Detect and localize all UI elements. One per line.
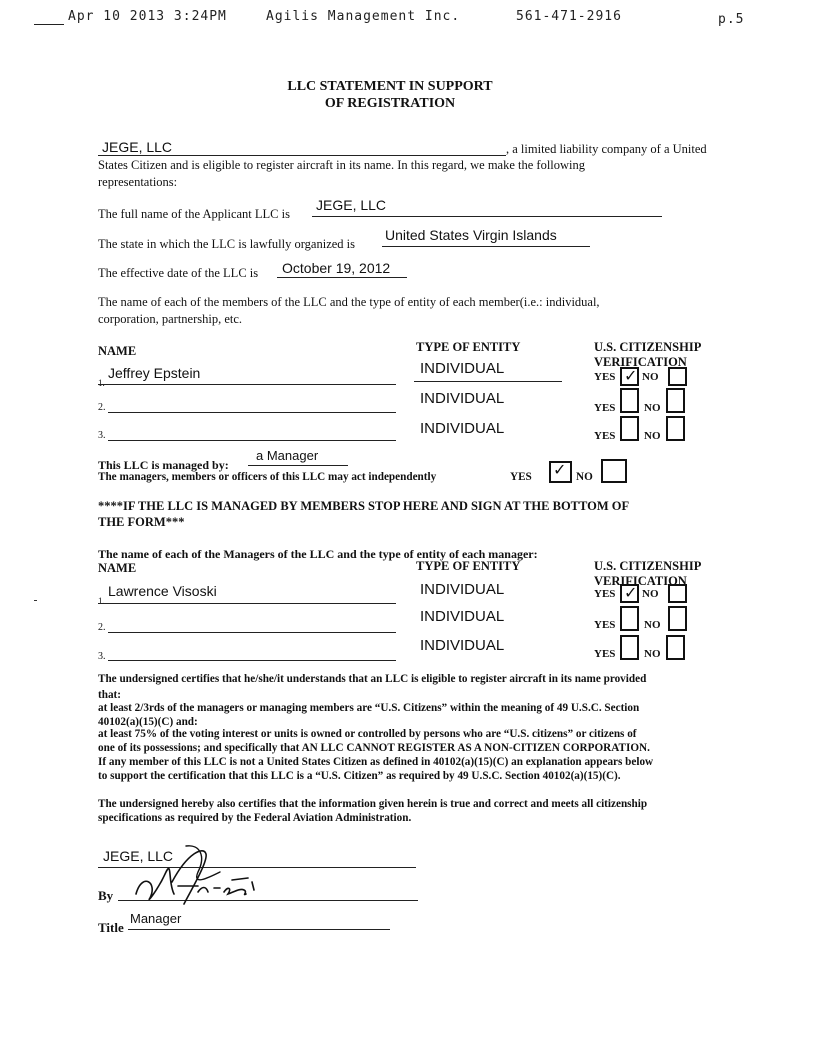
cert-p2-line1: at least 2/3rds of the managers or managing members are “U.S. Citizens” within the meaning of 49 U.S.C. Section (98, 702, 640, 714)
members-header-name: NAME (98, 344, 137, 358)
header-dash (34, 24, 64, 25)
managed-label: This LLC is managed by: (98, 458, 229, 472)
state-value: United States Virgin Islands (385, 227, 557, 243)
members-header-entity: TYPE OF ENTITY (416, 340, 521, 354)
signature-title-line (128, 929, 390, 930)
cert-p2-line2: 40102(a)(15)(C) and: (98, 716, 198, 728)
fax-company: Agilis Management Inc. (266, 9, 461, 24)
intro-text3: representations: (98, 175, 178, 189)
member-row-line (98, 384, 396, 385)
signature-title-label: Title (98, 920, 124, 935)
manager-row-name: Lawrence Visoski (108, 583, 217, 599)
members-header-citizenship: U.S. CITIZENSHIP (594, 340, 702, 354)
scan-speck (34, 600, 37, 601)
handwritten-signature (128, 842, 278, 912)
title-line2: OF REGISTRATION (324, 96, 456, 111)
manager-no-checkbox[interactable] (668, 584, 687, 603)
manager-no-checkbox[interactable] (666, 635, 685, 660)
intro-text2: States Citizen and is eligible to register aircraft in its name. In this regard, we make the following (98, 158, 586, 172)
member-no-checkbox[interactable] (668, 367, 687, 386)
member-row-num: 3. (98, 430, 106, 441)
full-name-value: JEGE, LLC (316, 197, 387, 213)
cert-p1-line1: The undersigned certifies that he/she/it understands that an LLC is eligible to register aircraft in its name provided (98, 673, 647, 685)
date-label: The effective date of the LLC is (98, 266, 259, 280)
intro-llc-line (98, 155, 506, 156)
manager-no-label: NO (642, 588, 659, 600)
date-line (277, 277, 407, 278)
full-name-label: The full name of the Applicant LLC is (98, 207, 290, 221)
intro-text1: , a limited liability company of a United (506, 142, 707, 156)
member-row-num: 2. (98, 402, 106, 413)
state-label: The state in which the LLC is lawfully organized is (98, 237, 356, 251)
managers-header-citizenship: U.S. CITIZENSHIP (594, 559, 702, 573)
member-row-line (108, 412, 396, 413)
member-no-label: NO (644, 402, 661, 414)
member-yes-label: YES (594, 371, 616, 383)
member-row-entity: INDIVIDUAL (420, 390, 505, 407)
manager-row-num: 2. (98, 622, 106, 633)
managers-header-entity: TYPE OF ENTITY (416, 559, 521, 573)
member-yes-checkbox[interactable] (620, 388, 639, 413)
manager-row-num: 1. (98, 596, 105, 606)
manager-row-line (108, 632, 396, 633)
manager-yes-label: YES (594, 588, 616, 600)
cert-p3-line3: If any member of this LLC is not a United States Citizen as defined in 40102(a)(15)(C) an explanation appears below (98, 756, 654, 768)
manager-no-label: NO (644, 619, 661, 631)
independent-yes-label: YES (510, 471, 532, 483)
fax-date: Apr 10 2013 3:24PM (68, 9, 227, 24)
independent-no-label: NO (576, 471, 593, 483)
stop-notice-line2: THE FORM*** (98, 515, 185, 529)
member-yes-checkbox[interactable] (620, 416, 639, 441)
manager-yes-checkbox[interactable] (620, 584, 639, 603)
cert-p3-line2: one of its possessions; and specifically that AN LLC CANNOT REGISTER AS A NON-CITIZEN CORPORATION. (98, 742, 650, 754)
members-text1: The name of each of the members of the LLC and the type of entity of each member(i.e.: individual, (98, 295, 600, 309)
member-entity-line (414, 381, 562, 382)
member-no-checkbox[interactable] (666, 388, 685, 413)
cert-p4-line1: The undersigned hereby also certifies that the information given herein is true and correct and meets all citizenship (98, 798, 648, 810)
manager-row-line (108, 660, 396, 661)
cert-p1-line2: that: (98, 689, 121, 701)
members-header-verification: VERIFICATION (594, 355, 687, 369)
member-row-entity: INDIVIDUAL (420, 360, 505, 377)
manager-yes-checkbox[interactable] (620, 606, 639, 631)
member-no-label: NO (644, 430, 661, 442)
manager-no-label: NO (644, 648, 661, 660)
fax-phone: 561-471-2916 (516, 9, 622, 24)
managed-value: a Manager (256, 448, 319, 463)
managers-intro: The name of each of the Managers of the LLC and the type of entity of each manager: (98, 547, 538, 561)
independent-text: The managers, members or officers of this LLC may act independently (98, 471, 437, 483)
member-no-checkbox[interactable] (666, 416, 685, 441)
cert-p4-line2: specifications as required by the Federal Aviation Administration. (98, 812, 412, 824)
member-yes-label: YES (594, 430, 616, 442)
member-row-name: Jeffrey Epstein (108, 365, 201, 381)
intro-llc-name: JEGE, LLC (102, 139, 173, 155)
manager-row-num: 3. (98, 651, 106, 662)
member-row-entity: INDIVIDUAL (420, 420, 505, 437)
state-line (382, 246, 590, 247)
manager-yes-label: YES (594, 648, 616, 660)
member-row-line (108, 440, 396, 441)
cert-p3-line1: at least 75% of the voting interest or units is owned or controlled by persons who are “U.S. citizens” or citizens of (98, 728, 637, 740)
signature-entity: JEGE, LLC (103, 848, 174, 864)
member-yes-checkbox[interactable] (620, 367, 639, 386)
manager-row-entity: INDIVIDUAL (420, 581, 505, 598)
date-value: October 19, 2012 (282, 260, 391, 276)
manager-yes-checkbox[interactable] (620, 635, 639, 660)
stop-notice-line1: ****IF THE LLC IS MANAGED BY MEMBERS STOP HERE AND SIGN AT THE BOTTOM OF (98, 499, 630, 513)
signature-title-value: Manager (130, 911, 182, 926)
independent-no-checkbox[interactable] (601, 459, 627, 483)
manager-row-entity: INDIVIDUAL (420, 608, 505, 625)
member-yes-label: YES (594, 402, 616, 414)
managers-header-name: NAME (98, 561, 137, 575)
manager-no-checkbox[interactable] (668, 606, 687, 631)
independent-yes-checkbox[interactable] (549, 461, 572, 483)
fax-page: p.5 (718, 12, 745, 27)
member-no-label: NO (642, 371, 659, 383)
managers-header-verification: VERIFICATION (594, 574, 687, 588)
full-name-line (312, 216, 662, 217)
title-line1: LLC STATEMENT IN SUPPORT (287, 79, 493, 94)
manager-row-entity: INDIVIDUAL (420, 637, 505, 654)
manager-yes-label: YES (594, 619, 616, 631)
cert-p3-line4: to support the certification that this LLC is a “U.S. Citizen” as required by 49 U.S.C. Section 40102(a)(15)(C). (98, 770, 621, 782)
signature-by-label: By (98, 888, 114, 903)
members-text2: corporation, partnership, etc. (98, 312, 243, 326)
manager-row-line (98, 603, 396, 604)
managed-line (248, 465, 348, 466)
member-row-num: 1. (98, 378, 105, 388)
